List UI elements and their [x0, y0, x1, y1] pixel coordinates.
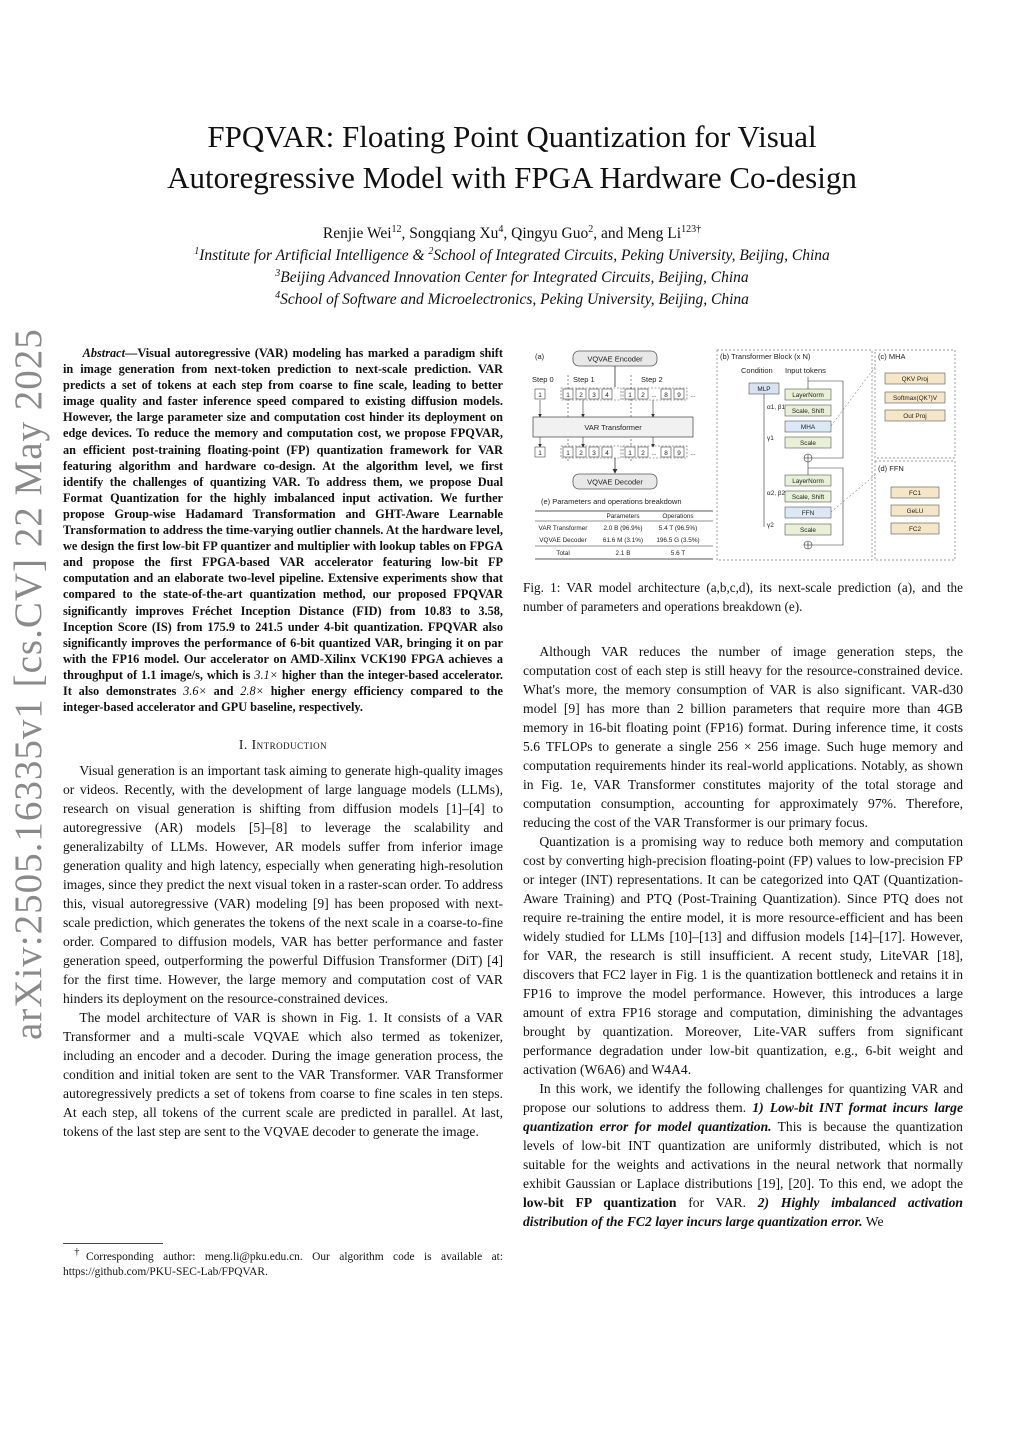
out-proj-label: Out Proj — [903, 413, 927, 420]
fc2-label: FC2 — [908, 526, 922, 533]
token-label: 2 — [641, 392, 645, 399]
gelu-label: GeLU — [906, 508, 924, 515]
abstract-lead: Abstract — [82, 346, 126, 360]
token-label: 2 — [579, 450, 583, 457]
token-label: 1 — [566, 392, 570, 399]
p3-text-g: We — [862, 1214, 884, 1229]
token-label: 9 — [677, 392, 681, 399]
token-row-bottom — [535, 446, 696, 458]
author-2-sup: 4 — [498, 223, 504, 235]
abstract-text-1: —Visual autoregressive (VAR) modeling has marked a paradigm shift in image generation from next-token prediction to next-scale prediction. VAR predicts a set of tokens at each step from coarse to fine scale, leading to better image quality and faster inference speed compared to existing diffusion models. However, the large parameter size and computation cost hinder its deployment on edge devices. To reduce the memory and computation cost, we propose FPQVAR, an efficient post-training floating-point (FP) quantization framework for VAR featuring algorithm and hardware co-design. At the algorithm level, we first identify the challenges of quantizing VAR. To address them, we propose Dual Format Quantization for the highly imbalanced input activation. We further propose Group-wise Hadamard Transformation and GHT-Aware Learnable Transformation to address the time-varying outlier channels. At the hardware level, we design the first low-bit FP quantizer and multiplier with lookup tables on FPGA and propose the first FPGA-based VAR accelerator featuring low-bit FP computation and an elaborate two-level pipeline. Extensive experiments show that compared to the state-of-the-art quantization method, our proposed FPQVAR significantly improves Fréchet Inception Distance (FID) from 10.83 to 3.58, Inception Score (IS) from 175.9 to 241.5 under 4-bit quantization. FPQVAR also significantly improves the performance of 6-bit quantized VAR, bringing it on par with the FP16 model. Our accelerator on AMD-Xilinx VCK190 FPGA achieves a throughput of 1.1 image/s, which is — [63, 346, 503, 682]
fc1-label: FC1 — [908, 490, 922, 497]
right-paragraph-1: Although VAR reduces the number of image generation steps, the computation cost of each step is still heavy for the resource-constrained device. What's more, the memory consumption of VAR is also significant. VAR-d30 model [9] has more than 2 billion parameters that require more than 4GB memory in 16-bit floating point (FP16) format. During inference time, it costs 5.6 TFLOPs to generate a single 256 × 256 image. Such huge memory and computation requirements hinder its real-world applications. Notably, as shown in Fig. 1e, VAR Transformer constitutes majority of the total storage and computation consumption, accounting for approximately 97%. Therefore, reducing the cost of the VAR Transformer is our primary focus. — [523, 644, 963, 830]
aff1-part-b: School of Integrated Circuits, Peking University, Beijing, China — [433, 247, 830, 264]
mha-label: MHA — [800, 424, 816, 431]
arxiv-identifier: arXiv:2505.16335v1 [cs.CV] 22 May 2025 — [7, 328, 50, 1040]
table-cell: VQVAE Decoder — [539, 537, 587, 544]
mlp-label: MLP — [757, 386, 771, 393]
title-line-2: Autoregressive Model with FPGA Hardware Co-design — [167, 160, 857, 195]
fig-b-label: (b) Transformer Block (x N) — [720, 352, 811, 361]
token-label: 1 — [566, 450, 570, 457]
softmax-label: Softmax(QKᵀ)V — [893, 395, 937, 402]
author-1: Renjie Wei — [322, 225, 392, 242]
scale-shift-label-1: Scale, Shift — [791, 408, 825, 415]
left-column — [63, 345, 503, 1141]
ffn-callout — [831, 475, 875, 512]
author-3-sup: 2 — [588, 223, 594, 235]
abstract-num-2: 3.6× — [183, 683, 207, 698]
table-cell: 2.0 B (96.9%) — [603, 525, 643, 532]
scale-label-2: Scale — [800, 527, 816, 534]
p3-challenge-2: 2) Highly imbalanced activation distribution of the FC2 layer incurs large quantization error. — [523, 1195, 963, 1229]
gamma1-label: γ1 — [767, 435, 774, 442]
vqvae-decoder-label: VQVAE Decoder — [587, 477, 643, 487]
aff1-part-a: Institute for Artificial Intelligence & — [199, 247, 429, 264]
author-4: , and Meng Li — [593, 225, 682, 242]
token-ellipsis: ... — [690, 450, 696, 457]
table-cell: 5.6 T — [670, 550, 686, 557]
title-line-1: FPQVAR: Floating Point Quantization for Visual — [207, 119, 817, 154]
aff3-sup: 4 — [275, 289, 281, 301]
right-column — [523, 578, 963, 1231]
token-label: 8 — [664, 392, 668, 399]
layernorm-label-1: LayerNorm — [792, 392, 824, 399]
token-ellipsis: ... — [690, 392, 696, 399]
author-names — [60, 223, 964, 245]
figure-1 — [523, 347, 957, 565]
abstract-text-2: higher than the integer-based accelerator. It also demonstrates — [63, 667, 503, 698]
abstract-text-4: higher energy efficiency compared to the integer-based accelerator and GPU baseline, respectively. — [63, 683, 503, 715]
fig-d-label: (d) FFN — [878, 464, 904, 473]
affiliation-2 — [60, 267, 964, 289]
step1-label: Step 1 — [573, 375, 595, 384]
token-label: 4 — [605, 392, 609, 399]
token-label: 3 — [592, 450, 596, 457]
fig-e-label: (e) Parameters and operations breakdown — [541, 497, 682, 506]
scale-label-1: Scale — [800, 440, 816, 447]
table-cell: 5.4 T (96.5%) — [658, 525, 698, 532]
token-label: 9 — [677, 450, 681, 457]
token-label: 1 — [628, 392, 632, 399]
token-label: 3 — [592, 392, 596, 399]
input-tokens-label: Input tokens — [785, 366, 826, 375]
aff2-text: Beijing Advanced Innovation Center for Integrated Circuits, Beijing, China — [280, 269, 749, 286]
p3-text-a: In this work, we identify the following challenges for quantizing VAR and propose our solutions to address them. — [523, 1081, 963, 1115]
spacer — [523, 616, 963, 642]
qkv-proj-label: QKV Proj — [901, 376, 929, 383]
var-transformer-label: VAR Transformer — [584, 423, 642, 432]
p3-solution-1: low-bit FP quantization — [523, 1195, 677, 1210]
table-cell: 2.1 B — [615, 550, 631, 557]
p3-text-c: This is because the quantization levels of low-bit INT quantization are uniformly distributed, which is not suitable for the weights and activations in the neural network that normally exhibit Gaussian or Laplace distributions [19], [20]. To this end, we adopt the — [523, 1119, 963, 1191]
author-2: , Songqiang Xu — [401, 225, 499, 242]
mha-frame — [875, 350, 955, 458]
footnote — [63, 1247, 503, 1280]
figure-caption: Fig. 1: VAR model architecture (a,b,c,d), its next-scale prediction (a), and the number of parameters and operations breakdown (e). — [523, 580, 963, 614]
affiliation-1 — [60, 245, 964, 267]
table-cell: 61.6 M (3.1%) — [602, 537, 644, 544]
aff1-sup-2: 2 — [428, 245, 434, 257]
mha-callout — [831, 367, 875, 426]
section-heading-introduction: I. Introduction — [238, 737, 328, 753]
condition-label: Condition — [741, 366, 773, 375]
abstract — [63, 345, 503, 715]
vqvae-encoder-label: VQVAE Encoder — [587, 354, 643, 364]
paper-title — [60, 116, 964, 198]
aff3-text: School of Software and Microelectronics, Peking University, Beijing, China — [280, 291, 749, 308]
abstract-num-1: 3.1× — [254, 667, 278, 682]
ffn-label: FFN — [801, 510, 815, 517]
footnote-mark: † — [74, 1247, 86, 1259]
alpha2-beta2-label: α2, β2 — [767, 490, 786, 497]
token-label: 1 — [538, 392, 542, 399]
token-ellipsis: ... — [651, 392, 657, 399]
author-4-sup: 123† — [681, 223, 702, 235]
table-cell: VAR Transformer — [538, 525, 588, 532]
table-cell: 196.5 G (3.5%) — [656, 537, 700, 544]
scale-shift-label-2: Scale, Shift — [791, 494, 825, 501]
footnote-rule — [63, 1243, 163, 1244]
layernorm-label-2: LayerNorm — [792, 478, 824, 485]
intro-paragraph-2: The model architecture of VAR is shown in Fig. 1. It consists of a VAR Transformer and a multi-scale VQVAE which also termed as tokenizer, including an encoder and a decoder. During the image generation process, the condition and initial token are sent to the VAR Transformer. VAR Transformer autoregressively predicts a set of tokens from coarse to fine scales in ten steps. At each step, all tokens of the current scale are predicted in parallel. At last, tokens of the last step are sent to the VQVAE decoder to generate the image. — [63, 1010, 503, 1140]
author-1-sup: 12 — [391, 223, 402, 235]
token-ellipsis: ... — [651, 450, 657, 457]
footnote-text: Corresponding author: meng.li@pku.edu.cn. Our algorithm code is available at: https://github.com/PKU-SEC-Lab/FPQVAR. — [63, 1251, 503, 1278]
token-label: 8 — [664, 450, 668, 457]
token-label: 4 — [605, 450, 609, 457]
p3-challenge-1: 1) Low-bit INT format incurs large quantization error for model quantization. — [523, 1100, 963, 1134]
gamma2-label: γ2 — [767, 522, 774, 529]
right-paragraph-2: Quantization is a promising way to reduce both memory and computation cost by converting high-precision floating-point (FP) values to low-precision FP or integer (INT) representations. It can be categorized into QAT (Quantization-Aware Training) and PTQ (Post-Training Quantization). Since PTQ does not require re-training the entire model, it is more resource-efficient and has been widely studied for LLMs [10]–[13] and diffusion models [14]–[17]. However, for VAR, the research is still insufficient. A recent study, LiteVAR [18], discovers that FC2 layer in Fig. 1 is the quantization bottleneck and retains it in FP16 to improve the model performance. However, this introduces a large amount of extra FP16 storage and computation, diminishing the advantages brought by quantization. Moreover, Lite-VAR suffers from significant performance degradation under low-bit quantization, e.g., 6-bit weight and activation (W6A6) and W4A4. — [523, 834, 963, 1077]
table-cell: Total — [556, 550, 570, 557]
abstract-text-3: and — [206, 683, 241, 698]
token-label: 2 — [579, 392, 583, 399]
right-paragraph-3 — [523, 1079, 963, 1231]
fig-c-label: (c) MHA — [878, 352, 906, 361]
table-header-operations: Operations — [662, 513, 694, 520]
author-3: , Qingyu Guo — [503, 225, 589, 242]
step0-label: Step 0 — [532, 375, 554, 384]
token-row-top — [535, 388, 696, 400]
token-label: 2 — [641, 450, 645, 457]
aff2-sup: 3 — [275, 267, 281, 279]
abstract-num-3: 2.8× — [240, 683, 264, 698]
table-header-parameters: Parameters — [606, 513, 640, 520]
token-label: 1 — [538, 450, 542, 457]
intro-paragraph-1: Visual generation is an important task aiming to generate high-quality images or videos. Recently, with the development of large language models (LLMs), research on visual generation is shifting from diffusion models [1]–[4] to autoregressive (AR) models [5]–[8] to leverage the scalability and generalizabilty of LLMs. However, AR models suffer from inferior image generation quality and high latency, especially when generating high-resolution images, since they predict the next visual token in a raster-scan order. To address this, visual autoregressive (VAR) modeling [9] has been proposed with next-scale prediction, which generates the tokens of the next scale in a coarse-to-fine order. Compared to diffusion models, VAR has better performance and faster generation speed, outperforming the powerful Diffusion Transformer (DiT) [4] for the first time. However, the large memory and computation cost of VAR hinders its deployment on the resource-constrained devices. — [63, 763, 503, 1007]
step2-label: Step 2 — [641, 375, 663, 384]
token-label: 1 — [628, 450, 632, 457]
affiliation-3 — [60, 289, 964, 311]
fig-a-label: (a) — [535, 352, 545, 361]
author-block — [60, 223, 964, 311]
p3-text-e: for VAR. — [676, 1195, 758, 1210]
alpha1-beta1-label: α1, β1 — [767, 404, 786, 411]
aff1-sup-1: 1 — [194, 245, 200, 257]
